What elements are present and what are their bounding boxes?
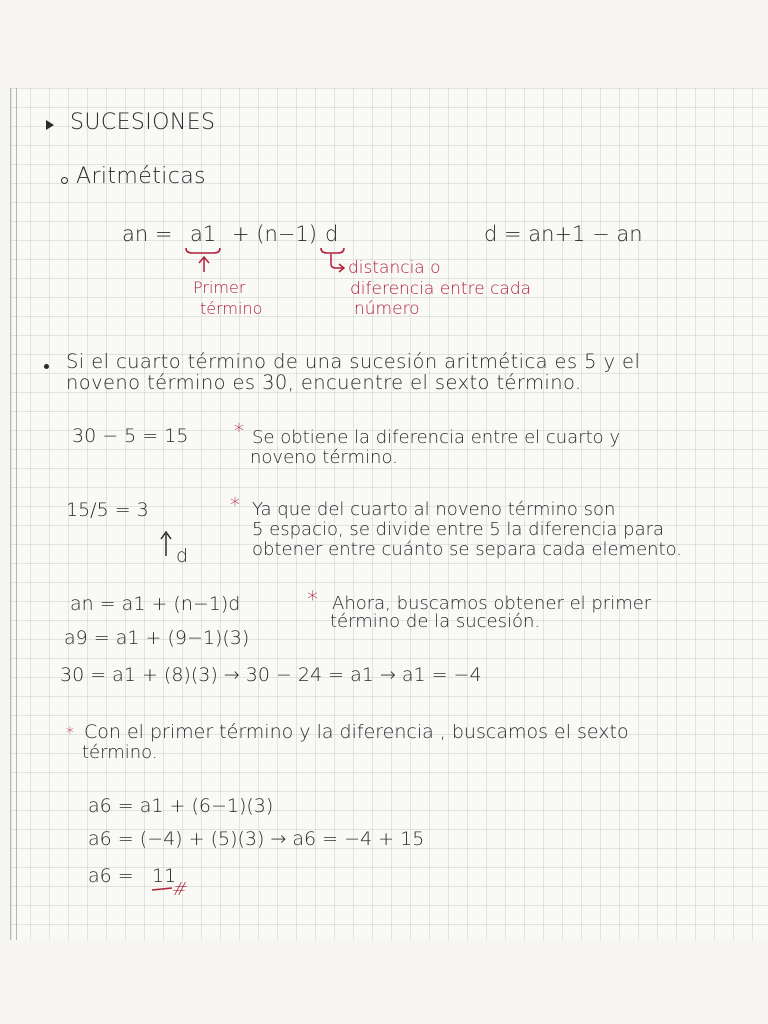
step3-eq-3: 30 = a1 + (8)(3) → 30 − 24 = a1 → a1 = −4 — [60, 664, 482, 686]
section-subtitle: Aritméticas — [76, 164, 206, 189]
page-title: SUCESIONES — [70, 110, 216, 135]
step4-note-1: Con el primer término y la diferencia , buscamos el sexto — [84, 721, 629, 743]
step2-note-1: Ya que del cuarto al noveno término son — [252, 499, 616, 520]
step2-note-3: obtener entre cuánto se separa cada elemento. — [252, 539, 683, 560]
result-double-mark: # — [169, 879, 191, 900]
a1-arrow-icon — [199, 257, 209, 272]
formula-a1: a1 — [190, 222, 217, 246]
problem-bullet-icon — [44, 364, 49, 369]
step5-result: 11 — [152, 865, 177, 887]
step3-note-1: Ahora, buscamos obtener el primer — [332, 593, 652, 614]
step1-note-2: noveno término. — [250, 447, 398, 468]
step2-d-label: d — [176, 545, 189, 567]
step5-eq-1: a6 = a1 + (6−1)(3) — [88, 795, 274, 817]
problem-line-1: Si el cuarto término de una sucesión aritmética es 5 y el — [66, 350, 641, 373]
annotation-distancia: distancia o — [348, 258, 441, 278]
formula-d: d — [325, 222, 339, 246]
formula-lhs: an = — [122, 222, 173, 246]
step4-star: * — [66, 723, 74, 742]
d-up-arrow-icon — [158, 528, 178, 562]
annotation-numero: número — [354, 299, 420, 319]
annotation-termino: término — [200, 299, 263, 318]
problem-line-2: noveno término es 30, encuentre el sexto término. — [66, 371, 582, 394]
formula-rest: + (n−1) — [232, 222, 317, 246]
d-bracket — [321, 248, 344, 253]
step3-star: * — [307, 588, 318, 613]
step3-eq-2: a9 = a1 + (9−1)(3) — [64, 627, 250, 649]
step2-math: 15/5 = 3 — [66, 499, 149, 521]
step3-eq-1: an = a1 + (n−1)d — [70, 593, 241, 615]
step1-note-1: Se obtiene la diferencia entre el cuarto y — [252, 427, 621, 448]
a1-bracket — [186, 248, 220, 253]
step1-math: 30 − 5 = 15 — [72, 425, 189, 447]
annotation-diferencia: diferencia entre cada — [350, 279, 532, 299]
annotation-primer: Primer — [193, 278, 246, 297]
step2-note-2: 5 espacio, se divide entre 5 la diferencia para — [252, 519, 665, 540]
step2-star: * — [230, 493, 240, 517]
step5-eq-3-lhs: a6 = — [88, 865, 134, 887]
d-arrow-icon — [331, 254, 344, 272]
step1-star: * — [234, 419, 244, 443]
formula-difference: d = an+1 − an — [484, 222, 643, 246]
step3-note-2: término de la sucesión. — [330, 611, 541, 632]
step5-eq-2: a6 = (−4) + (5)(3) → a6 = −4 + 15 — [88, 828, 425, 850]
step4-note-2: término. — [82, 742, 158, 763]
